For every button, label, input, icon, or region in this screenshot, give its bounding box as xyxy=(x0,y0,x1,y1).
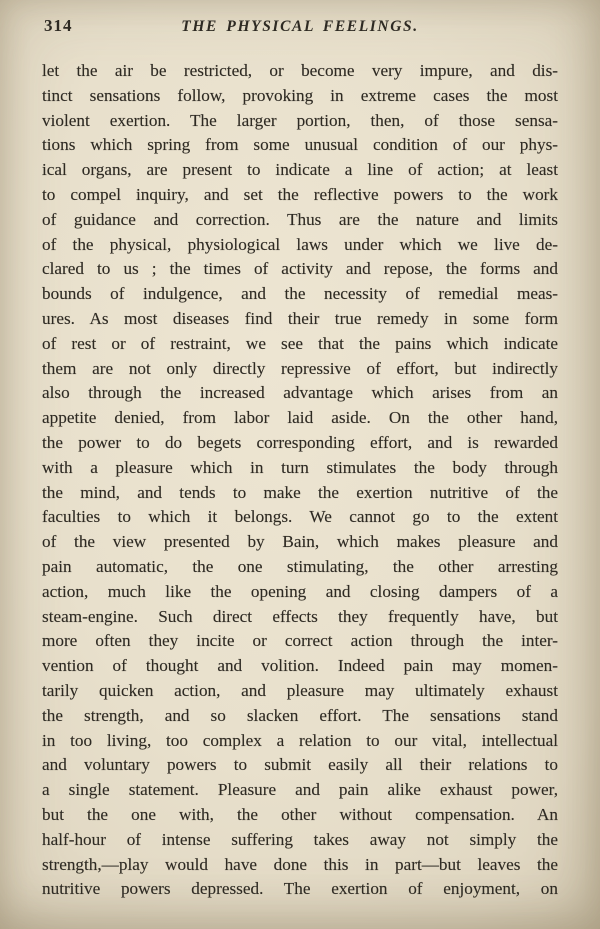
text-line: also through the increased advantage which arises from an xyxy=(42,383,558,403)
text-line: clared to us ; the times of activity and repose, the forms and xyxy=(42,259,558,279)
text-line: action, much like the opening and closing dampers of a xyxy=(42,581,558,601)
text-line: of guidance and correction. Thus are the nature and limits xyxy=(42,209,558,229)
text-line: let the air be restricted, or become very impure, and dis- xyxy=(42,61,558,80)
text-line: strength,—play would have done this in part—but leaves the xyxy=(42,854,558,874)
text-line: faculties to which it belongs. We cannot go to the extent xyxy=(42,507,558,527)
text-line: nutritive powers depressed. The exertion of enjoyment, on xyxy=(42,879,558,899)
text-line: with a pleasure which in turn stimulates the body through xyxy=(42,457,558,477)
text-line: the mind, and tends to make the exertion nutritive of the xyxy=(42,482,558,502)
running-header-title: THE PHYSICAL FEELINGS. xyxy=(181,18,419,35)
text-line: half-hour of intense suffering takes away not simply the xyxy=(42,829,558,849)
text-line: appetite denied, from labor laid aside. On the other hand, xyxy=(42,408,558,428)
text-line: of the view presented by Bain, which makes pleasure and xyxy=(42,532,558,552)
text-line: in too living, too complex a relation to our vital, intellectual xyxy=(42,730,558,750)
text-line: the strength, and so slacken effort. The sensations stand xyxy=(42,705,558,725)
page-number: 314 xyxy=(44,16,73,35)
text-line: of the physical, physiological laws under which we live de- xyxy=(42,234,558,254)
text-line: bounds of indulgence, and the necessity of remedial meas- xyxy=(42,284,558,304)
text-line: steam-engine. Such direct effects they frequently have, but xyxy=(42,606,558,626)
text-line: tinct sensations follow, provoking in extreme cases the most xyxy=(42,85,558,105)
text-line: and voluntary powers to submit easily all their relations to xyxy=(42,755,558,775)
text-line: more often they incite or correct action through the inter- xyxy=(42,631,558,651)
text-line: pain automatic, the one stimulating, the other arresting xyxy=(42,556,558,576)
text-line: violent exertion. The larger portion, then, of those sensa- xyxy=(42,110,558,130)
text-line: to compel inquiry, and set the reflective powers to the work xyxy=(42,184,558,204)
text-line: them are not only directly repressive of effort, but indirectly xyxy=(42,358,558,378)
text-line: vention of thought and volition. Indeed pain may momen- xyxy=(42,656,558,676)
text-line: but the one with, the other without compensation. An xyxy=(42,804,558,824)
page-body-text xyxy=(42,59,558,902)
text-line: tions which spring from some unusual condition of our phys- xyxy=(42,135,558,155)
text-line: tarily quicken action, and pleasure may ultimately exhaust xyxy=(42,680,558,700)
page-header xyxy=(0,15,600,45)
text-line: of rest or of restraint, we see that the pains which indicate xyxy=(42,333,558,353)
text-line: ical organs, are present to indicate a line of action; at least xyxy=(42,160,558,180)
text-line: ures. As most diseases find their true remedy in some form xyxy=(42,308,558,328)
text-line: the power to do begets corresponding effort, and is rewarded xyxy=(42,432,558,452)
text-line: a single statement. Pleasure and pain alike exhaust power, xyxy=(42,780,558,800)
